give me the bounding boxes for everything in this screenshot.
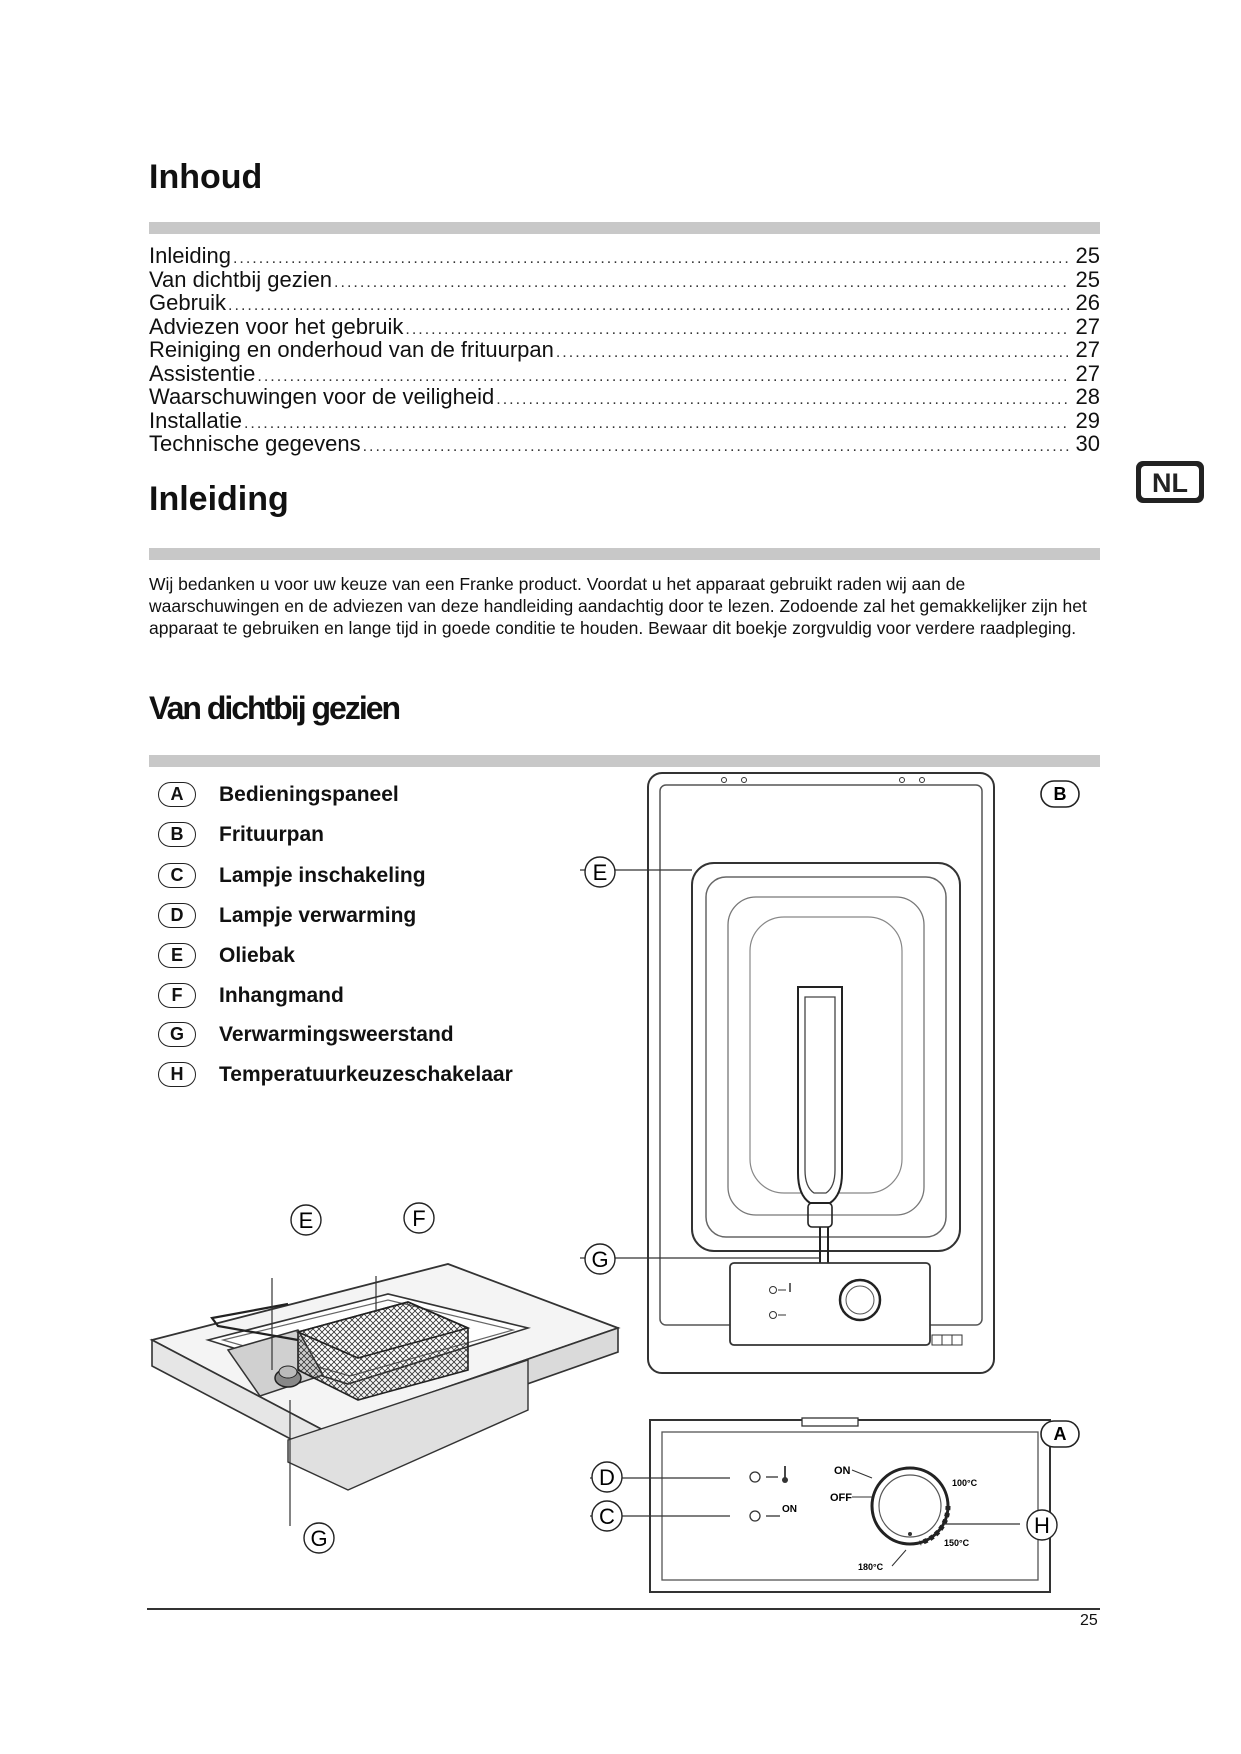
callout-e-persp [290,1204,322,1236]
toc-title: Installatie [149,407,242,433]
legend-letter: C [158,863,196,888]
toc-leader [556,341,1070,365]
legend-label: Frituurpan [219,822,324,846]
toc-entry[interactable] [149,362,1100,386]
callout-f-persp [403,1202,435,1234]
toc-leader [334,271,1069,295]
toc-entry[interactable] [149,244,1100,268]
legend-label: Temperatuurkeuzeschakelaar [219,1062,513,1086]
callout-e-top-letter: E [592,860,608,885]
callout-g-persp [303,1522,335,1554]
toc-title: Adviezen voor het gebruik [149,313,404,339]
legend-item [158,782,399,807]
knob-off-text: OFF [830,1492,852,1504]
temp-150-text: 150°C [944,1538,970,1548]
callout-h [1026,1509,1058,1541]
intro-paragraph: Wij bedanken u voor uw keuze van een Franke product. Voordat u het apparaat gebruikt raden wij aan de waarschuwingen en de adviezen van deze handleiding aandachtig door te lezen. Zodoende zal het gemakkelijker zijn het apparaat te gebruiken en lange tijd in goede conditie te houden. Bewaar dit boekje zorgvuldig voor verdere raadpleging. [149,574,1087,638]
legend-label: Inhangmand [219,983,344,1007]
table-of-contents [149,244,1100,456]
legend-label: Oliebak [219,943,295,967]
section-divider [149,548,1100,560]
toc-title: Reiniging en onderhoud van de frituurpan [149,337,554,362]
toc-page: 27 [1075,337,1100,362]
callout-a [1040,1420,1080,1448]
toc-entry[interactable] [149,385,1100,409]
control-panel-diagram [590,1410,1090,1600]
toc-entry[interactable] [149,315,1100,339]
legend-letter: A [158,782,196,807]
callout-a-letter: A [1053,1424,1067,1444]
toc-entry[interactable] [149,432,1100,456]
toc-title: Assistentie [149,360,256,386]
legend-item [158,943,295,968]
toc-page: 25 [1075,266,1100,292]
toc-entry[interactable] [149,268,1100,292]
toc-leader [363,435,1070,459]
fryer-perspective-diagram [148,1200,628,1550]
callout-c-letter: C [599,1504,615,1529]
legend-item [158,863,426,888]
toc-title: Gebruik [149,290,227,315]
callout-g-persp-letter: G [310,1526,328,1551]
toc-title: Waarschuwingen voor de veiligheid [149,384,495,409]
temp-100-text: 100°C [952,1478,978,1488]
legend-letter: B [158,822,196,847]
callout-e-top [583,856,617,888]
language-badge-nl [1135,459,1205,505]
legend-letter: H [158,1062,196,1087]
callout-f-persp-letter: F [412,1206,426,1231]
callout-b-letter: B [1053,784,1067,804]
callout-g-top-letter: G [591,1247,609,1272]
callout-d [591,1461,623,1493]
intro-title: Inleiding [149,480,289,518]
toc-page: 27 [1075,313,1100,339]
lamp-on-text: ON [782,1504,797,1515]
legend-letter: F [158,983,196,1008]
section-divider [149,222,1100,234]
toc-page: 28 [1075,384,1100,409]
callout-h-letter: H [1034,1513,1050,1538]
toc-leader [233,247,1070,271]
toc-leader [244,412,1070,436]
legend-label: Lampje verwarming [219,903,417,927]
legend-label: Bedieningspaneel [219,782,399,806]
legend-letter: D [158,903,196,928]
legend-label: Verwarmingsweerstand [219,1022,454,1046]
toc-page: 30 [1075,431,1100,456]
knob-on-text: ON [834,1465,851,1477]
toc-page: 27 [1075,360,1100,386]
callout-b [1040,780,1080,808]
toc-page: 25 [1075,243,1100,268]
toc-entry[interactable] [149,291,1100,315]
closeup-title: Van dichtbij gezien [149,690,400,726]
legend-item [158,983,344,1008]
temp-180-text: 180°C [858,1562,884,1572]
footer-rule [147,1608,1100,1610]
legend-letter: G [158,1022,196,1047]
toc-leader [496,388,1069,412]
callout-c [591,1500,623,1532]
fryer-top-view-diagram [580,765,1020,1390]
toc-entry[interactable] [149,338,1100,362]
callout-e-persp-letter: E [298,1208,314,1233]
toc-page: 29 [1075,407,1100,433]
legend-letter: E [158,943,196,968]
toc-page: 26 [1075,290,1100,315]
legend-item [158,1062,513,1087]
toc-title: Van dichtbij gezien [149,266,333,292]
contents-title: Inhoud [149,158,263,196]
toc-title: Technische gegevens [149,431,361,456]
language-badge-text: NL [1152,468,1188,498]
legend-item [158,822,324,847]
callout-d-letter: D [599,1465,615,1490]
toc-title: Inleiding [149,243,231,268]
legend-item [158,1022,454,1047]
legend-item [158,903,416,928]
legend-label: Lampje inschakeling [219,863,426,887]
page-number: 25 [1080,1612,1098,1629]
toc-entry[interactable] [149,409,1100,433]
